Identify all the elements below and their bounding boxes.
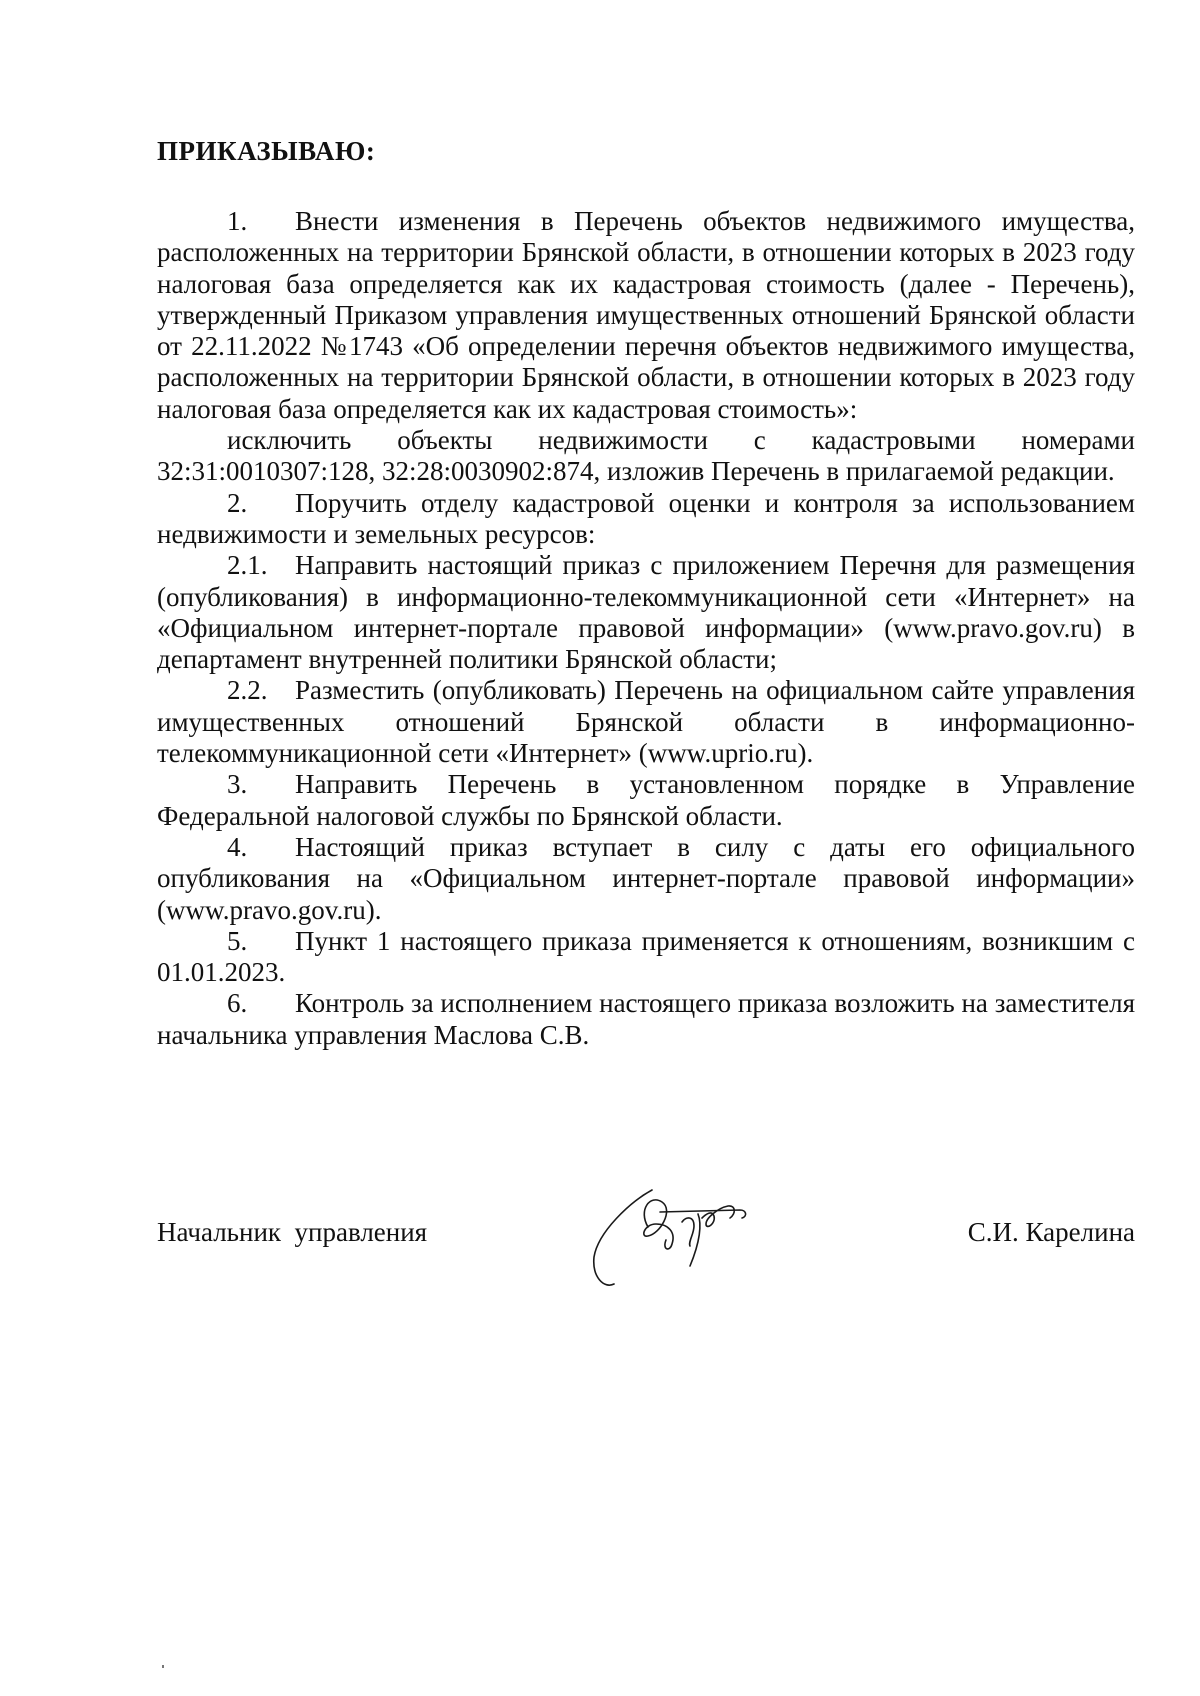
paragraph-number: 2. — [227, 487, 248, 518]
paragraph-text: Контроль за исполнением настоящего приказа возложить на заместителя начальника управления Маслова С.В. — [157, 988, 1135, 1050]
paragraph-number: 2.1. — [227, 550, 268, 581]
order-heading: ПРИКАЗЫВАЮ: — [157, 136, 376, 166]
paragraph-text: Внести изменения в Перечень объектов недвижимого имущества, расположенных на территории Брянской области, в отношении которых в 2023 году налоговая база определяется как их кадастровая стоимость (далее - Перечень), утвержденный Приказом управления имущественных отношений Брянской области от 22.11.2022 №1743 «Об определении перечня объектов недвижимого имущества, расположенных на территории Брянской области, в отношении которых в 2023 году налоговая база определяется как их кадастровая стоимость»: — [157, 206, 1135, 424]
paragraph-6 — [157, 988, 1135, 1051]
paragraph-5 — [157, 926, 1135, 989]
paragraph-2-1 — [157, 550, 1135, 675]
paragraph-number: 2.2. — [227, 675, 268, 706]
paragraph-number: 6. — [227, 988, 248, 1019]
paragraph-1 — [157, 206, 1135, 425]
paragraph-text: Разместить (опубликовать) Перечень на официальном сайте управления имущественных отношений Брянской области в информационно-телекоммуникационной сети «Интернет» (www.uprio.ru). — [157, 675, 1135, 769]
paragraph-text: Пункт 1 настоящего приказа применяется к отношениям, возникшим с 01.01.2023. — [157, 925, 1135, 988]
paragraph-4 — [157, 832, 1135, 926]
paragraph-number: 5. — [227, 925, 248, 956]
paragraph-text: Направить Перечень в установленном порядке в Управление Федеральной налоговой службы по Брянской области. — [157, 769, 1135, 831]
handwritten-signature — [590, 1172, 780, 1292]
paragraph-text: исключить объекты недвижимости с кадастровыми номерами 32:31:0010307:128, 32:28:0030902:874, изложив Перечень в прилагаемой редакции. — [157, 425, 1135, 487]
paragraph-2-2 — [157, 675, 1135, 769]
signatory-name: С.И. Карелина — [967, 1217, 1135, 1247]
paragraph-number: 3. — [227, 769, 248, 800]
order-body — [157, 206, 1135, 1051]
paragraph-1-exclusion — [157, 425, 1135, 488]
paragraph-number: 1. — [227, 206, 248, 236]
scan-artifact — [162, 1665, 164, 1668]
paragraph-text: Настоящий приказ вступает в силу с даты его официального опубликования на «Официальном интернет-портале правовой информации» (www.pravo.gov.ru). — [157, 831, 1135, 925]
paragraph-3 — [157, 769, 1135, 832]
paragraph-2 — [157, 488, 1135, 551]
paragraph-number: 4. — [227, 831, 248, 862]
signatory-position: Начальник управления — [157, 1217, 428, 1247]
paragraph-text: Поручить отделу кадастровой оценки и контроля за использованием недвижимости и земельных ресурсов: — [157, 487, 1135, 549]
paragraph-text: Направить настоящий приказ с приложением Перечня для размещения (опубликования) в информационно-телекоммуникационной сети «Интернет» на «Официальном интернет-портале правовой информации» (www.pravo.gov.ru) в департамент внутренней политики Брянской области; — [157, 550, 1135, 675]
